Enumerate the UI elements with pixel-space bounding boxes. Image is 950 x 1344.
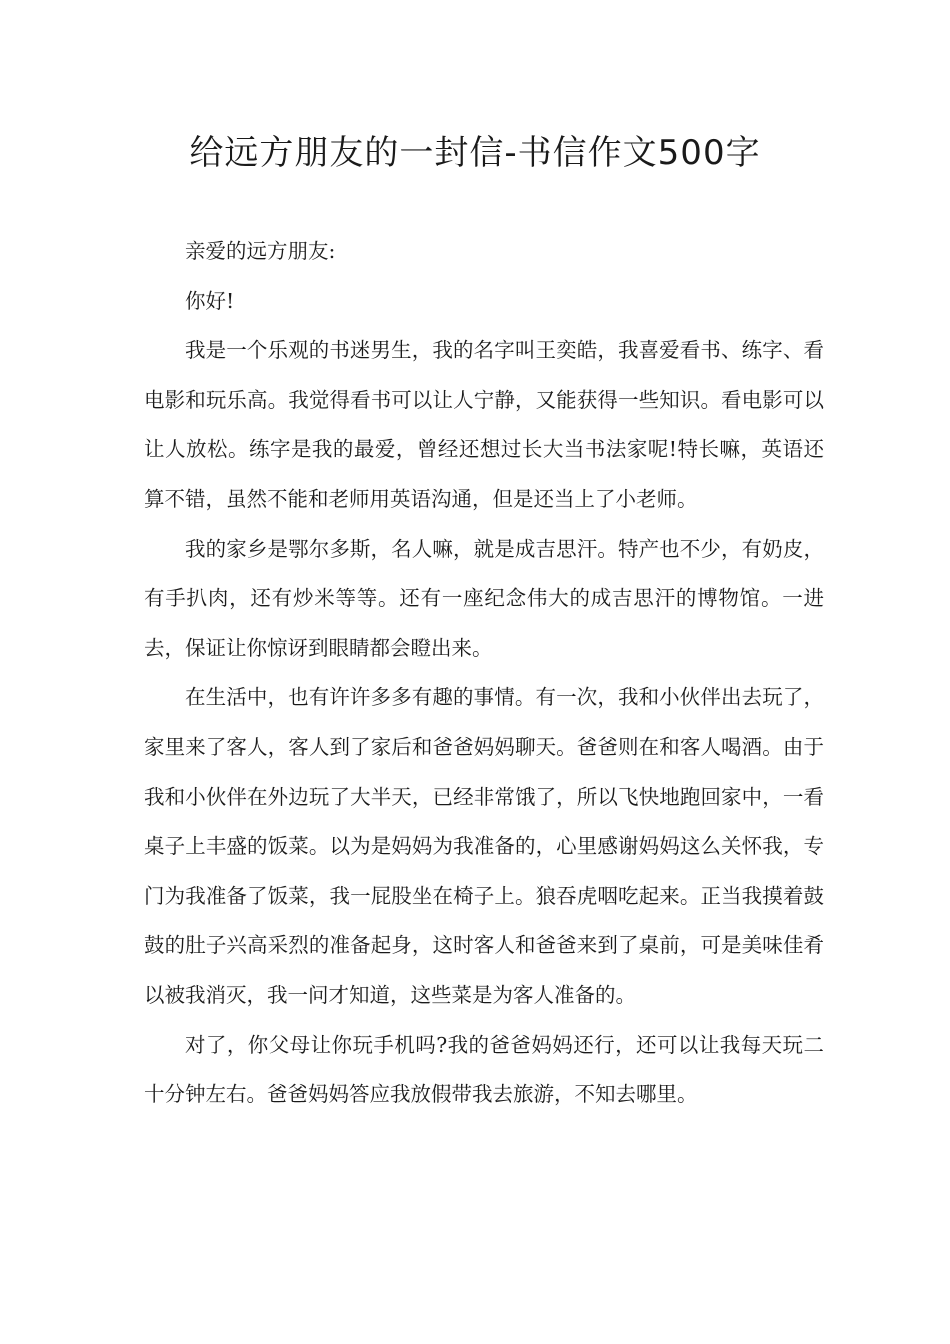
paragraph-phone: 对了，你父母让你玩手机吗?我的爸爸妈妈还行，还可以让我每天玩二十分钟左右。爸爸妈妈答应我放假带我去旅游，不知去哪里。 bbox=[144, 1032, 824, 1107]
salutation: 亲爱的远方朋友: bbox=[185, 239, 336, 263]
document-title: 给远方朋友的一封信-书信作文500字 bbox=[189, 133, 761, 173]
letter-body bbox=[144, 227, 824, 1120]
paragraph-hometown: 我的家乡是鄂尔多斯，名人嘛，就是成吉思汗。特产也不少，有奶皮，有手扒肉，还有炒米等等。还有一座纪念伟大的成吉思汗的博物馆。一进去，保证让你惊讶到眼睛都会瞪出来。 bbox=[144, 536, 824, 660]
paragraph-self-intro: 我是一个乐观的书迷男生，我的名字叫王奕皓，我喜爱看书、练字、看电影和玩乐高。我觉得看书可以让人宁静，又能获得一些知识。看电影可以让人放松。练字是我的最爱，曾经还想过长大当书法家呢!特长嘛，英语还算不错，虽然不能和老师用英语沟通，但是还当上了小老师。 bbox=[144, 338, 824, 511]
greeting: 你好! bbox=[185, 288, 235, 313]
paragraph-story: 在生活中，也有许许多多有趣的事情。有一次，我和小伙伴出去玩了，家里来了客人，客人到了家后和爸爸妈妈聊天。爸爸则在和客人喝酒。由于我和小伙伴在外边玩了大半天，已经非常饿了，所以飞快地跑回家中，一看桌子上丰盛的饭菜。以为是妈妈为我准备的，心里感谢妈妈这么关怀我，专门为我准备了饭菜，我一屁股坐在椅子上。狼吞虎咽吃起来。正当我摸着鼓鼓的肚子兴高采烈的准备起身，这时客人和爸爸来到了桌前，可是美味佳肴以被我消灭，我一问才知道，这些菜是为客人准备的。 bbox=[144, 685, 824, 1007]
